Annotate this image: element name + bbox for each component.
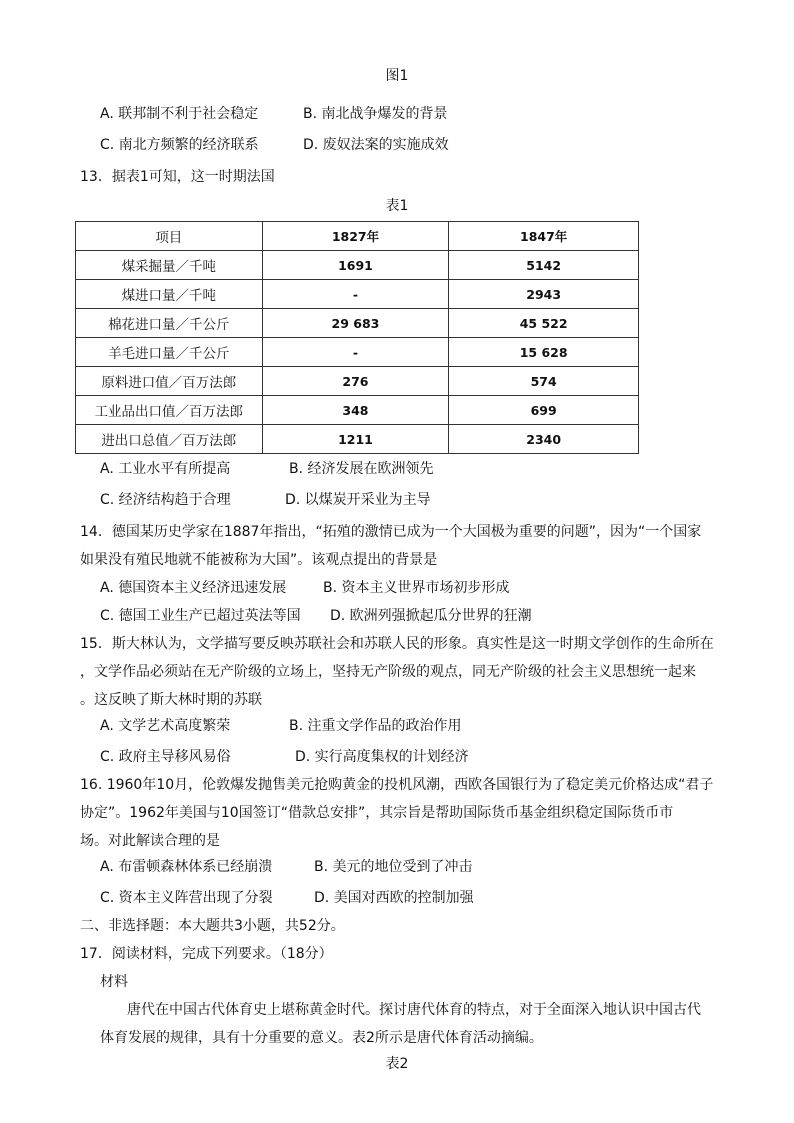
table-row [76,425,639,454]
q13-stem: 13．据表1可知，这一时期法国 [80,169,275,185]
table-cell: 276 [262,367,449,396]
table-cell: - [262,280,449,309]
q16-option-a: A. 布雷顿森林体系已经崩溃 [100,859,273,875]
table-row [76,309,639,338]
q17-material-label: 材料 [100,974,128,990]
table-cell: 棉花进口量／千公斤 [76,309,263,338]
table1 [75,221,639,454]
table-header-cell: 1827年 [262,222,449,251]
table-cell: - [262,338,449,367]
table-cell: 29 683 [262,309,449,338]
q12-option-a: A. 联邦制不利于社会稳定 [100,106,259,122]
table1-caption: 表1 [385,198,409,214]
table2-caption: 表2 [385,1056,409,1072]
table-cell: 699 [449,396,639,425]
q14-stem-line-2: 如果没有殖民地就不能被称为大国”。该观点提出的背景是 [80,552,438,568]
table-cell: 煤进口量／千吨 [76,280,263,309]
table-cell: 工业品出口值／百万法郎 [76,396,263,425]
q16-stem-line-3: 场。对此解读合理的是 [80,833,220,849]
q13-option-c: C. 经济结构趋于合理 [100,492,231,508]
table-row [76,251,639,280]
table-row [76,280,639,309]
q14-option-a: A. 德国资本主义经济迅速发展 [100,580,287,596]
table-header-cell: 1847年 [449,222,639,251]
table-cell: 1691 [262,251,449,280]
figure-caption: 图1 [385,68,409,84]
q15-option-c: C. 政府主导移风易俗 [100,749,231,765]
q15-stem-line-3: 。这反映了斯大林时期的苏联 [80,692,262,708]
table-cell: 羊毛进口量／千公斤 [76,338,263,367]
table-header-cell: 项目 [76,222,263,251]
table-cell: 1211 [262,425,449,454]
q15-stem-line-2: ，文学作品必须站在无产阶级的立场上，坚持无产阶级的观点，同无产阶级的社会主义思想统一起来 [80,664,696,680]
q13-option-b: B. 经济发展在欧洲领先 [289,461,434,477]
q14-stem-line-1: 14．德国某历史学家在1887年指出，“拓殖的激情已成为一个大国极为重要的问题”，因为“一个国家 [80,524,702,540]
table-cell: 原料进口值／百万法郎 [76,367,263,396]
table-cell: 2943 [449,280,639,309]
table-cell: 574 [449,367,639,396]
table-row [76,338,639,367]
table-cell: 15 628 [449,338,639,367]
q12-option-b: B. 南北战争爆发的背景 [303,106,448,122]
q12-option-d: D. 废奴法案的实施成效 [303,137,449,153]
q15-option-d: D. 实行高度集权的计划经济 [295,749,469,765]
section-2-heading: 二、非选择题：本大题共3小题，共52分。 [80,918,345,934]
q12-option-c: C. 南北方频繁的经济联系 [100,137,259,153]
table-cell: 煤采掘量／千吨 [76,251,263,280]
table-cell: 2340 [449,425,639,454]
q13-option-d: D. 以煤炭开采业为主导 [285,492,431,508]
q16-option-d: D. 美国对西欧的控制加强 [314,890,474,906]
table-row [76,367,639,396]
q16-stem-line-2: 协定”。1962年美国与10国签订“借款总安排”，其宗旨是帮助国际货币基金组织稳定国际货币市 [80,805,674,821]
table-row [76,396,639,425]
q15-stem-line-1: 15．斯大林认为，文学描写要反映苏联社会和苏联人民的形象。真实性是这一时期文学创作的生命所在 [80,636,714,652]
q15-option-b: B. 注重文学作品的政治作用 [289,718,462,734]
q16-option-b: B. 美元的地位受到了冲击 [314,859,473,875]
table-header-row [76,222,639,251]
q14-option-c: C. 德国工业生产已超过英法等国 [100,608,301,624]
q14-option-d: D. 欧洲列强掀起瓜分世界的狂潮 [330,608,532,624]
table-cell: 进出口总值／百万法郎 [76,425,263,454]
table-cell: 45 522 [449,309,639,338]
q17-material-line-1: 唐代在中国古代体育史上堪称黄金时代。探讨唐代体育的特点，对于全面深入地认识中国古代 [127,1002,701,1018]
table-cell: 5142 [449,251,639,280]
q17-stem: 17．阅读材料，完成下列要求。（18分） [80,946,333,962]
q15-option-a: A. 文学艺术高度繁荣 [100,718,231,734]
q16-option-c: C. 资本主义阵营出现了分裂 [100,890,273,906]
q17-material-line-2: 体育发展的规律，具有十分重要的意义。表2所示是唐代体育活动摘编。 [100,1030,543,1046]
q14-option-b: B. 资本主义世界市场初步形成 [323,580,510,596]
q16-stem-line-1: 16. 1960年10月，伦敦爆发抛售美元抢购黄金的投机风潮，西欧各国银行为了稳定美元价格达成“君子 [80,777,714,793]
q13-option-a: A. 工业水平有所提高 [100,461,231,477]
table-cell: 348 [262,396,449,425]
